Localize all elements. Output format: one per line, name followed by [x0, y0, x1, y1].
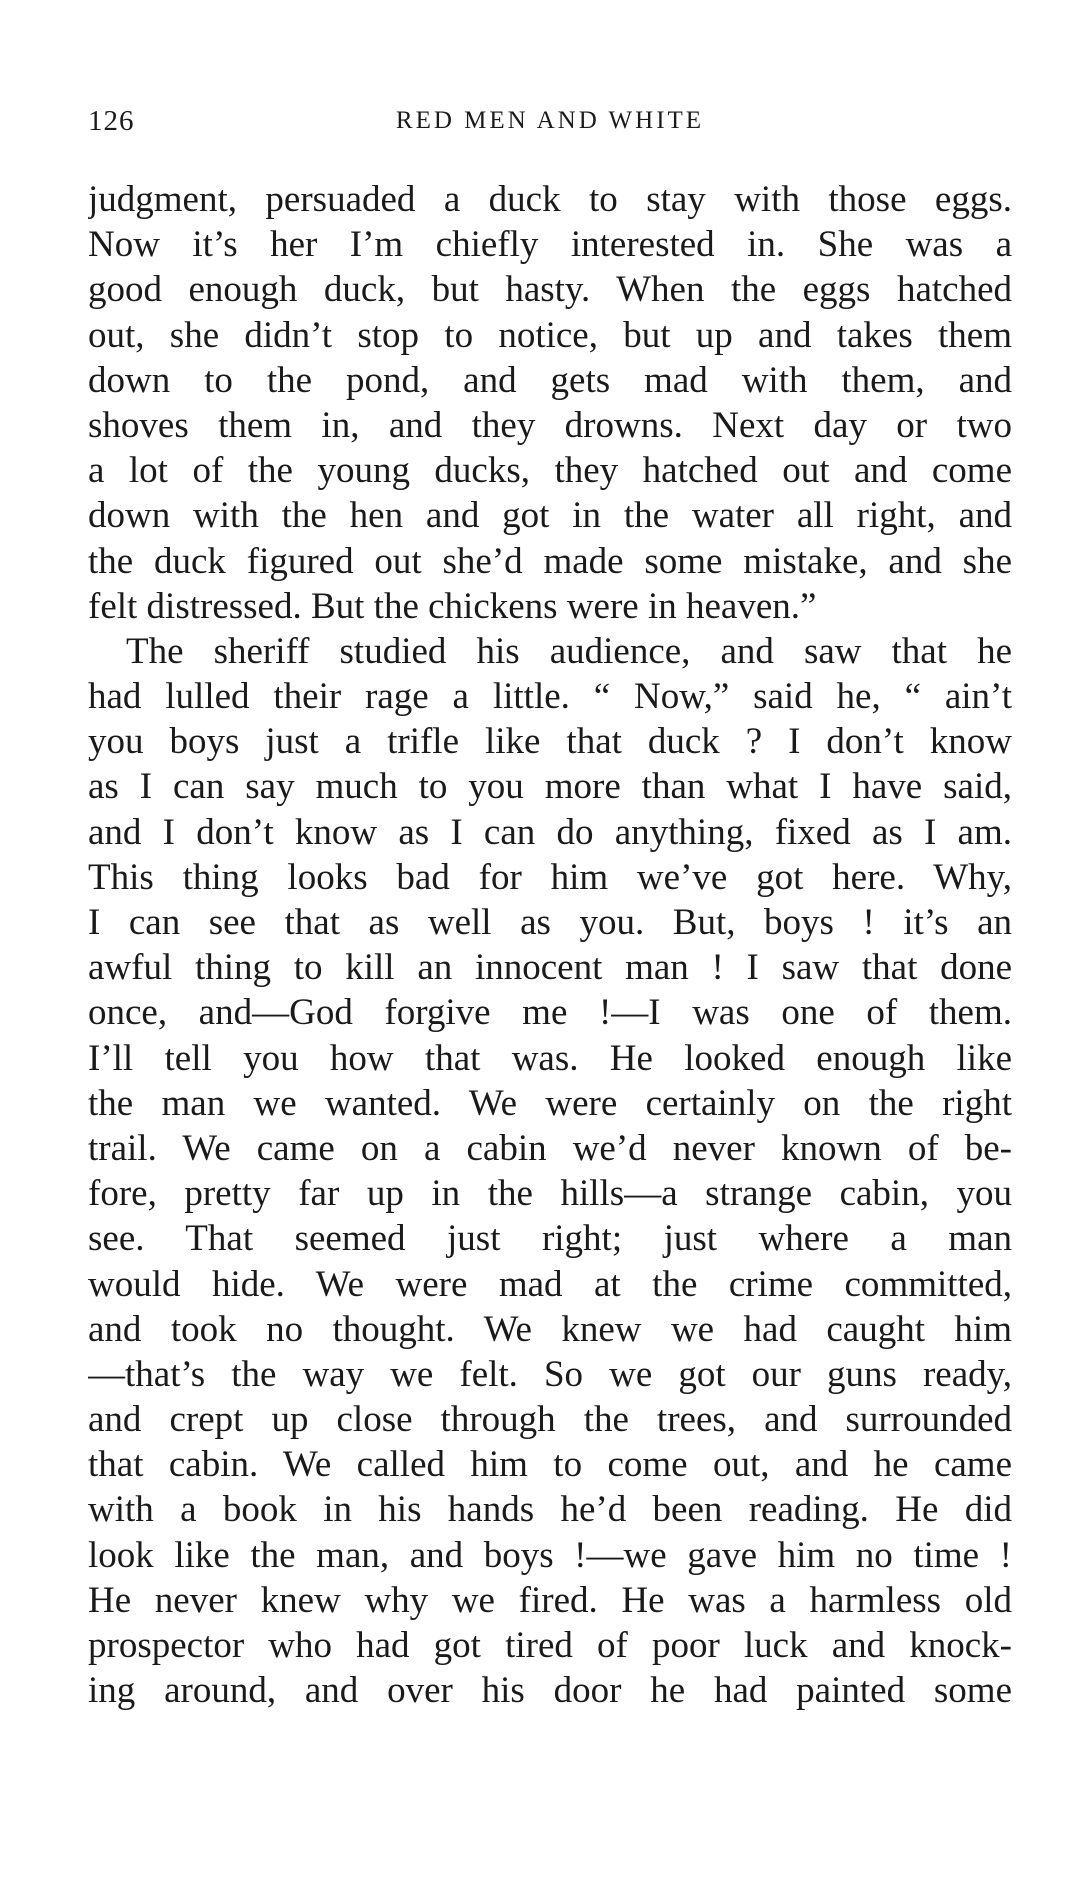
- text-line: good enough duck, but hasty. When the eggs hatched: [88, 269, 1012, 311]
- text-line: had lulled their rage a little. “ Now,” said he, “ ain’t: [88, 676, 1012, 718]
- text-line: prospector who had got tired of poor luck and knock-: [88, 1625, 1012, 1666]
- text-line: awful thing to kill an innocent man ! I saw that done: [88, 947, 1012, 989]
- text-line: the man we wanted. We were certainly on the right: [88, 1082, 1012, 1124]
- paragraph-1: [88, 177, 1012, 629]
- text-line: Now it’s her I’m chiefly interested in. She was a: [88, 224, 1012, 266]
- paragraph-2: [88, 629, 1012, 1714]
- text-line: ing around, and over his door he had painted some: [88, 1670, 1012, 1712]
- body-text: [88, 177, 1012, 1713]
- text-line: —that’s the way we felt. So we got our guns ready,: [88, 1353, 1012, 1395]
- text-line: the duck figured out she’d made some mistake, and she: [88, 540, 1012, 582]
- text-line: judgment, persuaded a duck to stay with those eggs.: [88, 179, 1012, 220]
- text-line: He never knew why we fired. He was a harmless old: [88, 1579, 1012, 1621]
- text-line: This thing looks bad for him we’ve got here. Why,: [88, 856, 1012, 898]
- text-line: trail. We came on a cabin we’d never known of be-: [88, 1127, 1012, 1169]
- text-line: down with the hen and got in the water all right, and: [88, 495, 1012, 537]
- text-line: I’ll tell you how that was. He looked enough like: [88, 1037, 1012, 1079]
- text-line: and crept up close through the trees, and surrounded: [88, 1399, 1012, 1441]
- text-line: would hide. We were mad at the crime committed,: [88, 1263, 1012, 1305]
- running-head: [88, 105, 1012, 145]
- text-line: I can see that as well as you. But, boys ! it’s an: [88, 902, 1012, 943]
- text-line: and took no thought. We knew we had caught him: [88, 1308, 1012, 1350]
- text-line: shoves them in, and they drowns. Next day or two: [88, 404, 1012, 446]
- text-line: with a book in his hands he’d been reading. He did: [88, 1489, 1012, 1531]
- text-line: see. That seemed just right; just where a man: [88, 1218, 1012, 1260]
- text-line: down to the pond, and gets mad with them, and: [88, 359, 1012, 401]
- text-line: felt distressed. But the chickens were in heaven.”: [88, 585, 817, 627]
- text-line: fore, pretty far up in the hills—a strange cabin, you: [88, 1173, 1012, 1215]
- running-title: RED MEN AND WHITE: [395, 107, 705, 134]
- text-line: a lot of the young ducks, they hatched out and come: [88, 450, 1012, 492]
- text-line: The sheriff studied his audience, and saw that he: [126, 630, 1012, 672]
- text-line: out, she didn’t stop to notice, but up and takes them: [88, 314, 1012, 356]
- text-line: that cabin. We called him to come out, and he came: [88, 1444, 1012, 1486]
- page-number: 126: [88, 105, 135, 137]
- text-line: once, and—God forgive me !—I was one of them.: [88, 992, 1012, 1034]
- text-line: you boys just a trifle like that duck ? I don’t know: [88, 721, 1012, 763]
- text-line: look like the man, and boys !—we gave him no time !: [88, 1534, 1012, 1576]
- text-line: and I don’t know as I can do anything, fixed as I am.: [88, 811, 1012, 853]
- text-line: as I can say much to you more than what I have said,: [88, 766, 1012, 808]
